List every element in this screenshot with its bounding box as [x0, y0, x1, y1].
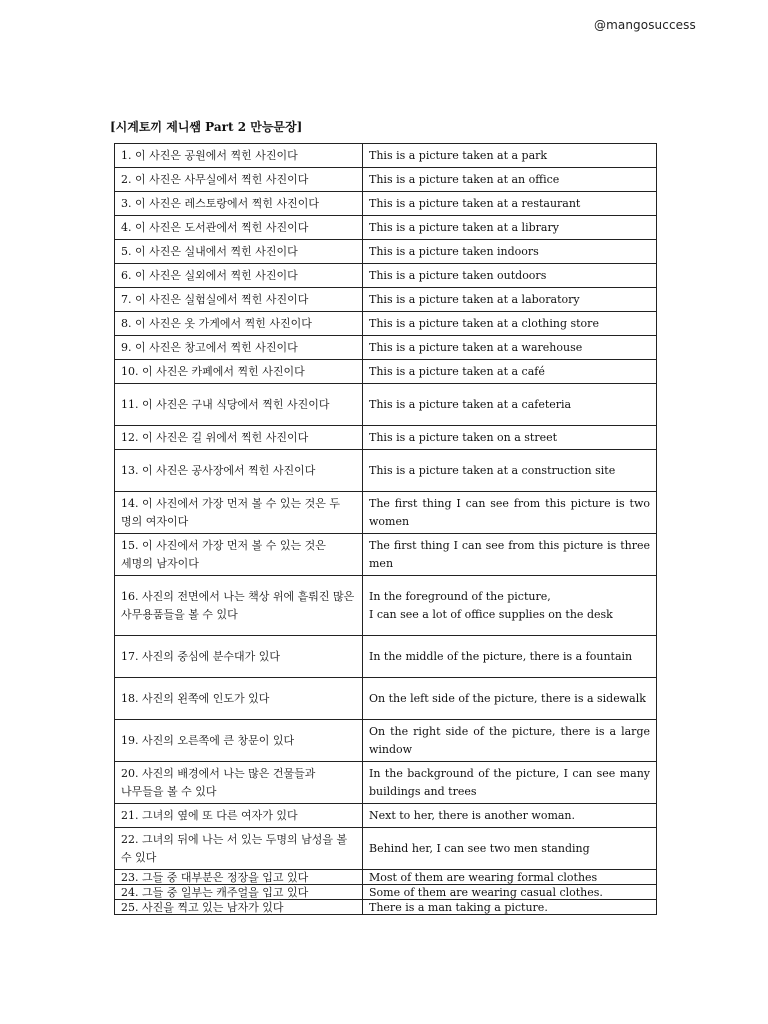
english-cell: This is a picture taken at a restaurant: [363, 192, 657, 216]
table-row: [115, 720, 657, 762]
korean-cell: 1. 이 사진은 공원에서 찍힌 사진이다: [115, 144, 363, 168]
korean-cell: 17. 사진의 중심에 분수대가 있다: [115, 636, 363, 678]
korean-cell: 7. 이 사진은 실험실에서 찍힌 사진이다: [115, 288, 363, 312]
table-row: [115, 534, 657, 576]
table-row: [115, 828, 657, 870]
english-cell: This is a picture taken at a laboratory: [363, 288, 657, 312]
table-row: [115, 426, 657, 450]
table-row: [115, 192, 657, 216]
english-cell: This is a picture taken on a street: [363, 426, 657, 450]
table-row: [115, 678, 657, 720]
english-cell: This is a picture taken outdoors: [363, 264, 657, 288]
english-cell: There is a man taking a picture.: [363, 900, 657, 915]
korean-cell: 23. 그들 중 대부분은 정장을 입고 있다: [115, 870, 363, 885]
korean-cell: 12. 이 사진은 길 위에서 찍힌 사진이다: [115, 426, 363, 450]
english-cell: In the middle of the picture, there is a fountain: [363, 636, 657, 678]
document-title: [시계토끼 제니쌤 Part 2 만능문장]: [110, 120, 303, 134]
english-cell: This is a picture taken at a library: [363, 216, 657, 240]
table-row: [115, 288, 657, 312]
english-cell: This is a picture taken at a warehouse: [363, 336, 657, 360]
table-row: [115, 264, 657, 288]
table-row: [115, 168, 657, 192]
phrase-table-body: [115, 144, 657, 915]
korean-cell: 14. 이 사진에서 가장 먼저 볼 수 있는 것은 두 명의 여자이다: [115, 492, 363, 534]
korean-cell: 15. 이 사진에서 가장 먼저 볼 수 있는 것은 세명의 남자이다: [115, 534, 363, 576]
korean-cell: 9. 이 사진은 창고에서 찍힌 사진이다: [115, 336, 363, 360]
korean-cell: 2. 이 사진은 사무실에서 찍힌 사진이다: [115, 168, 363, 192]
table-row: [115, 384, 657, 426]
table-row: [115, 885, 657, 900]
korean-cell: 13. 이 사진은 공사장에서 찍힌 사진이다: [115, 450, 363, 492]
table-row: [115, 240, 657, 264]
table-row: [115, 312, 657, 336]
english-cell: This is a picture taken indoors: [363, 240, 657, 264]
korean-cell: 24. 그들 중 일부는 캐주얼을 입고 있다: [115, 885, 363, 900]
table-row: [115, 804, 657, 828]
english-cell: Some of them are wearing casual clothes.: [363, 885, 657, 900]
english-cell: Most of them are wearing formal clothes: [363, 870, 657, 885]
english-cell: In the foreground of the picture, I can see a lot of office supplies on the desk: [363, 576, 657, 636]
korean-cell: 5. 이 사진은 실내에서 찍힌 사진이다: [115, 240, 363, 264]
korean-cell: 16. 사진의 전면에서 나는 책상 위에 흩뤄진 많은 사무용품들을 볼 수 있다: [115, 576, 363, 636]
watermark: @mangosuccess: [594, 18, 696, 32]
table-row: [115, 144, 657, 168]
korean-cell: 4. 이 사진은 도서관에서 찍힌 사진이다: [115, 216, 363, 240]
table-row: [115, 636, 657, 678]
english-cell: This is a picture taken at an office: [363, 168, 657, 192]
table-row: [115, 762, 657, 804]
english-cell: This is a picture taken at a park: [363, 144, 657, 168]
korean-cell: 25. 사진을 찍고 있는 남자가 있다: [115, 900, 363, 915]
korean-cell: 18. 사진의 왼쪽에 인도가 있다: [115, 678, 363, 720]
english-cell: The first thing I can see from this picture is three men: [363, 534, 657, 576]
english-cell: On the right side of the picture, there is a large window: [363, 720, 657, 762]
korean-cell: 21. 그녀의 옆에 또 다른 여자가 있다: [115, 804, 363, 828]
english-cell: This is a picture taken at a construction site: [363, 450, 657, 492]
table-row: [115, 900, 657, 915]
english-cell: This is a picture taken at a cafeteria: [363, 384, 657, 426]
table-row: [115, 336, 657, 360]
korean-cell: 19. 사진의 오른쪽에 큰 창문이 있다: [115, 720, 363, 762]
english-cell: In the background of the picture, I can see many buildings and trees: [363, 762, 657, 804]
korean-cell: 8. 이 사진은 옷 가게에서 찍힌 사진이다: [115, 312, 363, 336]
phrase-table: [114, 143, 657, 915]
table-row: [115, 492, 657, 534]
table-row: [115, 870, 657, 885]
english-cell: This is a picture taken at a café: [363, 360, 657, 384]
english-cell: On the left side of the picture, there is a sidewalk: [363, 678, 657, 720]
table-row: [115, 576, 657, 636]
korean-cell: 10. 이 사진은 카페에서 찍힌 사진이다: [115, 360, 363, 384]
english-cell: Behind her, I can see two men standing: [363, 828, 657, 870]
english-cell: Next to her, there is another woman.: [363, 804, 657, 828]
english-cell: This is a picture taken at a clothing store: [363, 312, 657, 336]
korean-cell: 20. 사진의 배경에서 나는 많은 건물들과 나무들을 볼 수 있다: [115, 762, 363, 804]
english-cell: The first thing I can see from this picture is two women: [363, 492, 657, 534]
korean-cell: 3. 이 사진은 레스토랑에서 찍힌 사진이다: [115, 192, 363, 216]
table-row: [115, 216, 657, 240]
korean-cell: 11. 이 사진은 구내 식당에서 찍힌 사진이다: [115, 384, 363, 426]
korean-cell: 22. 그녀의 뒤에 나는 서 있는 두명의 남성을 볼 수 있다: [115, 828, 363, 870]
korean-cell: 6. 이 사진은 실외에서 찍힌 사진이다: [115, 264, 363, 288]
table-row: [115, 450, 657, 492]
table-row: [115, 360, 657, 384]
